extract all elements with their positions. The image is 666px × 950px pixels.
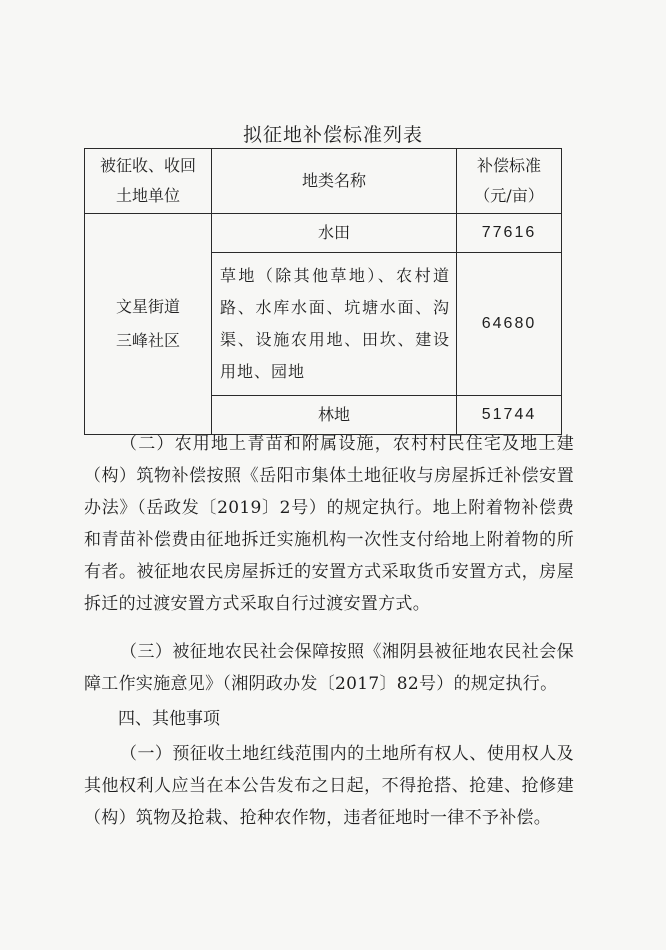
- standard-cell: 64680: [457, 253, 562, 396]
- land-type-cell: 林地: [212, 396, 457, 435]
- compensation-table: [84, 148, 562, 435]
- header-unit-line2: 土地单位: [115, 186, 180, 205]
- paragraph-2: （二）农用地上青苗和附属设施，农村村民住宅及地上建（构）筑物补偿按照《岳阳市集体土地征收与房屋拆迁补偿安置办法》（岳政发〔2019〕2号）的规定执行。地上附着物补偿费和青苗补偿费由征地拆迁实施机构一次性支付给地上附着物的所有者。被征地农民房屋拆迁的安置方式采取货币安置方式，房屋拆迁的过渡安置方式采取自行过渡安置方式。: [84, 434, 574, 614]
- unit-line1: 文星街道: [115, 297, 180, 316]
- header-unit-cell: [85, 149, 212, 214]
- header-standard-line2: （元/亩）: [474, 186, 544, 205]
- paragraph-4: （一）预征收土地红线范围内的土地所有权人、使用权人及其他权利人应当在本公告发布之日起，不得抢搭、抢建、抢修建（构）筑物及抢栽、抢种农作物，违者征地时一律不予补偿。: [84, 744, 574, 828]
- land-type-cell: 草地（除其他草地）、农村道路、水库水面、坑塘水面、沟渠、设施农用地、田坎、建设用地、园地: [212, 253, 457, 396]
- header-unit-line1: 被征收、收回: [99, 156, 196, 175]
- paragraph-3: （三）被征地农民社会保障按照《湘阴县被征地农民社会保障工作实施意见》（湘阴政办发〔2017〕82号）的规定执行。: [84, 642, 574, 694]
- standard-cell: 77616: [457, 214, 562, 253]
- unit-cell: [85, 214, 212, 435]
- header-land-type: 地类名称: [212, 149, 457, 214]
- land-type-cell: 水田: [212, 214, 457, 253]
- header-standard-line1: 补偿标准: [476, 156, 541, 175]
- standard-cell: 51744: [457, 396, 562, 435]
- table-row: [85, 214, 562, 253]
- table-title: 拟征地补偿标准列表: [242, 124, 423, 146]
- section-heading-4: 四、其他事项: [118, 709, 220, 729]
- table-header-row: [85, 149, 562, 214]
- header-standard-cell: [457, 149, 562, 214]
- unit-line2: 三峰社区: [115, 331, 180, 350]
